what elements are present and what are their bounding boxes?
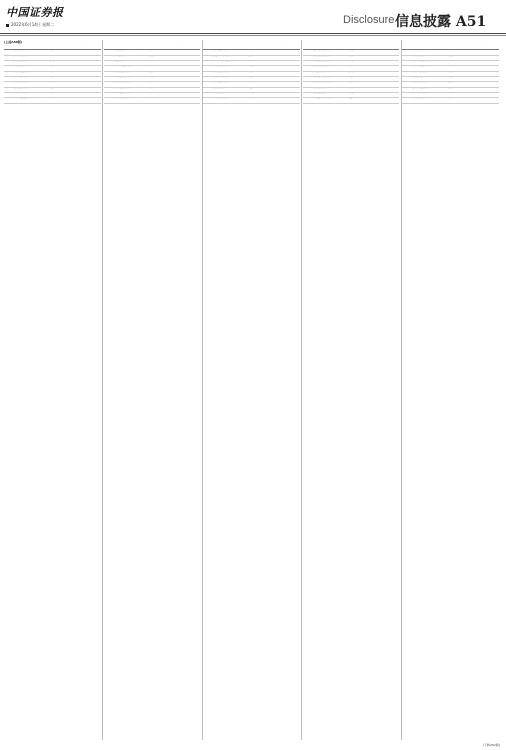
table-cell: 0.00 — [189, 82, 193, 84]
table-cell: 深康佳A — [148, 61, 155, 63]
table-cell: 德赛电池 — [348, 82, 354, 84]
table-column — [104, 40, 201, 740]
table-cell: 0.00 — [189, 66, 193, 68]
table-cell: 深圳市中洲投资控股股份有限公司 — [311, 61, 333, 63]
continued-note: (下转A52版) — [482, 743, 500, 747]
table-cell: 0.00 — [89, 82, 93, 84]
header-cell: 代码 — [402, 45, 406, 46]
header-cell: 代码 — [302, 45, 306, 46]
table-cell: 000026 — [103, 98, 109, 100]
table-cell: 0.00 — [488, 61, 492, 63]
table-cell: 0.00 — [388, 61, 392, 63]
table-cell: 000001 — [4, 50, 10, 52]
table-cell: 06-14 — [379, 82, 384, 84]
table-cell: 000039 — [302, 50, 309, 52]
table-cell: 000040 — [302, 55, 309, 57]
table-cell: 000045 — [302, 66, 309, 68]
newspaper-logo: 中国证券报 — [6, 6, 64, 19]
table-cell: 06-14 — [280, 93, 285, 95]
table-cell: 深圳南山热电股份有限公司 — [212, 98, 229, 100]
table-cell: 000050 — [302, 87, 309, 89]
table-cell: 华锦股份 — [447, 55, 454, 57]
table-cell: 000055 — [302, 93, 309, 95]
table-cell: 东旭蓝天 — [348, 55, 354, 57]
table-cell: 深圳华侨城股份有限公司 — [411, 98, 427, 100]
table-column — [402, 40, 499, 740]
section-title: 信息披露 A51 — [395, 14, 487, 30]
table-cell: 06-14 — [180, 50, 185, 52]
table-cell: 华联控股 — [248, 93, 255, 95]
table-cell: 06-14 — [280, 98, 285, 100]
table-cell: 深振业A — [49, 71, 55, 73]
table-cell: 000011 — [4, 98, 10, 100]
table-cell: 0.00 — [189, 71, 193, 73]
table-cell: 深中华A — [148, 66, 155, 68]
table-cell: 康佳集团股份有限公司 — [112, 61, 127, 63]
header-cell: 日期 — [180, 45, 184, 46]
table-cell: 000058 — [402, 50, 408, 52]
table-cell: 0.00 — [289, 55, 293, 57]
table-cell: 06-14 — [180, 82, 185, 84]
table-cell: 000006 — [4, 71, 10, 73]
table-cell: 深圳华强 — [447, 71, 454, 73]
table-cell: 富奥汽车零部件股份有限公司 — [212, 66, 231, 68]
table-cell: 06-14 — [280, 71, 285, 73]
table-cell: 06-14 — [80, 87, 86, 89]
table-cell: 中洲控股 — [348, 61, 354, 63]
table-cell: 深赛格 — [447, 50, 452, 52]
table-cell: 000017 — [103, 66, 109, 68]
columns-container — [4, 40, 502, 740]
header-cell: 简称 — [447, 45, 451, 46]
table-cell: 000030 — [203, 66, 209, 68]
table-cell: 000007 — [4, 77, 10, 79]
table-cell: 0.00 — [488, 77, 492, 79]
header-cell: 简称 — [248, 45, 252, 46]
table-cell: 中国长城 — [447, 87, 454, 89]
header-cell: 名称 — [411, 45, 415, 46]
table-cell: 06-14 — [280, 61, 285, 63]
table-cell: 06-14 — [80, 82, 86, 84]
table-cell: 0.00 — [388, 50, 392, 52]
table-cell: 深圳市纺织(集团)股份有限公司 — [311, 66, 331, 68]
table-cell: 06-14 — [379, 98, 384, 100]
table-cell: 万科企业股份有限公司 — [12, 55, 27, 57]
table-cell: 0.00 — [89, 98, 93, 100]
date-line — [6, 22, 54, 28]
table-cell: 000010 — [4, 93, 10, 95]
table-cell: 000027 — [203, 50, 209, 52]
table-cell: 000036 — [203, 93, 209, 95]
table-cell: 06-14 — [280, 50, 285, 52]
header-cell: 收益 — [289, 45, 292, 46]
table-cell: 06-14 — [379, 93, 384, 95]
header-cell: 收益 — [388, 45, 392, 46]
table-cell: 深圳市桑达实业股份有限公司 — [212, 77, 231, 79]
table-cell: 0.00 — [89, 66, 93, 68]
table-cell: 000061 — [402, 66, 408, 68]
table-cell: 深圳经济特区房地产集团股份有限公司 — [212, 61, 236, 63]
table-cell: 06-14 — [479, 61, 484, 63]
table-cell: 06-14 — [180, 98, 185, 100]
header-cell: 代码 — [203, 45, 206, 46]
table-cell: 0.00 — [289, 77, 293, 79]
table-cell: 深圳华强实业股份有限公司 — [411, 71, 428, 73]
table-cell: 华控赛格 — [447, 93, 454, 95]
table-cell: 0.00 — [289, 66, 293, 68]
table-cell: 万科A — [49, 55, 54, 57]
table-cell: 0.00 — [289, 71, 293, 73]
table-row — [402, 98, 499, 103]
table-cell: 06-14 — [180, 87, 185, 89]
table-cell: 深深房A — [248, 61, 254, 63]
table-cell: 06-14 — [180, 55, 185, 57]
table-cell: 中国天楹 — [248, 87, 255, 89]
table-cell: 深圳市中金岭南有色金属股份有限公司 — [411, 61, 435, 63]
table-cell: 0.00 — [89, 61, 93, 63]
table-row — [303, 98, 400, 103]
table-cell: 飞亚达 — [148, 98, 154, 100]
table-cell: 06-14 — [479, 66, 484, 68]
table-cell: 06-14 — [379, 71, 384, 73]
table-cell: 000004 — [4, 61, 10, 63]
table-cell: 000031 — [203, 71, 209, 73]
column-title: (上接A50版) — [4, 40, 23, 44]
header-cell: 代码 — [4, 45, 7, 46]
header-cell: 名称 — [212, 45, 215, 46]
table-cell: 0.00 — [89, 87, 93, 89]
date-text: 2022年6月14日 星期二 — [11, 22, 55, 27]
table-row — [203, 98, 300, 103]
table-cell: 中集集团 — [348, 50, 354, 52]
table-cell: 06-14 — [80, 98, 86, 100]
table-cell: 0.00 — [388, 93, 392, 95]
table-cell: 沙河股份 — [148, 55, 155, 57]
table-column — [4, 40, 101, 740]
square-bullet-icon — [6, 24, 9, 27]
table-cell: 0.00 — [189, 55, 193, 57]
table-cell: 06-14 — [280, 55, 285, 57]
header-cell: 名称 — [311, 45, 315, 46]
header-cell: 收益 — [488, 45, 492, 46]
table-cell: 000062 — [402, 71, 408, 73]
table-cell: 0.00 — [289, 61, 293, 63]
table-cell: 000012 — [103, 50, 109, 52]
header-rule — [0, 33, 506, 34]
table-cell: 0.00 — [189, 61, 193, 63]
table-cell: 06-14 — [80, 93, 86, 95]
table-cell: 中金岭南 — [447, 61, 454, 63]
table-cell: 0.00 — [89, 77, 93, 79]
table-cell: 华联控股股份有限公司 — [212, 93, 226, 95]
table-cell: 06-14 — [479, 77, 484, 79]
table-row — [104, 98, 201, 103]
table-cell: 深圳市德赛电池科技股份有限公司 — [311, 82, 333, 84]
table-cell: 06-14 — [180, 66, 185, 68]
table-cell: 神州数码 — [248, 82, 255, 84]
table-cell: 000005 — [4, 66, 10, 68]
table-cell: 0.00 — [89, 55, 93, 57]
table-cell: 000068 — [402, 93, 408, 95]
table-cell: 中国天楹股份有限公司 — [212, 87, 226, 89]
table-cell: 深华发A — [148, 77, 155, 79]
table-cell: 平安银行股份有限公司 — [12, 50, 27, 52]
table-cell: 0.00 — [488, 55, 492, 57]
table-cell: 06-14 — [479, 50, 484, 52]
table-cell: 06-14 — [479, 87, 484, 89]
table-cell: 深粮控股 — [148, 71, 155, 73]
table-cell: 0.00 — [89, 50, 93, 52]
table-cell: 深科技 — [148, 82, 154, 84]
header-cell: 收益 — [89, 45, 93, 46]
header-cell: 日期 — [280, 45, 283, 46]
table-cell: 大悦城 — [248, 71, 253, 73]
header-cell: 日期 — [479, 45, 483, 46]
table-cell: 0.00 — [488, 71, 492, 73]
table-cell: 0.00 — [289, 93, 293, 95]
table-cell: 000048 — [302, 77, 309, 79]
table-cell: 0.00 — [488, 50, 492, 52]
table-cell: 000023 — [103, 87, 109, 89]
table-cell: 06-14 — [379, 50, 384, 52]
table-cell: 深圳市京基智农时代股份有限公司 — [311, 77, 333, 79]
table-cell: 飞亚达精密科技股份有限公司 — [112, 98, 131, 100]
table-cell: 中国宝安集团股份有限公司 — [12, 87, 30, 89]
table-column — [303, 40, 400, 740]
table-cell: 0.00 — [388, 77, 392, 79]
table-cell: 0.00 — [189, 87, 193, 89]
table-cell: 深圳市皇庭国际企业股份有限公司 — [311, 98, 333, 100]
table-cell: 000046 — [302, 71, 309, 73]
table-cell: 000042 — [302, 61, 309, 63]
table-cell: 000002 — [4, 55, 10, 57]
table-cell: 国药一致 — [248, 55, 255, 57]
table-cell: 中兴通讯股份有限公司 — [411, 77, 426, 79]
table-cell: 000049 — [302, 82, 309, 84]
table-cell: 000021 — [103, 82, 109, 84]
table-cell: 0.00 — [189, 50, 193, 52]
table-column — [203, 40, 300, 740]
table-cell: 000035 — [203, 87, 209, 89]
table-cell: 深纺织A — [348, 66, 354, 68]
header-cell: 简称 — [49, 45, 53, 46]
table-cell: 神州高铁技术股份有限公司 — [12, 82, 30, 84]
table-cell: 06-14 — [80, 77, 86, 79]
table-cell: 000032 — [203, 77, 209, 79]
table-cell: 000020 — [103, 77, 109, 79]
table-cell: 000063 — [402, 77, 408, 79]
table-cell: 0.00 — [388, 87, 392, 89]
table-cell: 0.00 — [488, 82, 492, 84]
table-cell: 06-14 — [479, 71, 484, 73]
table-cell: 06-14 — [180, 61, 185, 63]
table-cell: 世纪星源股份有限公司 — [12, 66, 27, 68]
table-cell: 国华网安科技股份有限公司 — [12, 61, 30, 63]
table-cell: 000066 — [402, 87, 408, 89]
header-cell: 收益 — [189, 45, 193, 46]
table-cell: 中国长城科技集团股份有限公司 — [411, 87, 431, 89]
header-cell: 简称 — [348, 45, 351, 46]
table-cell: 0.00 — [289, 87, 293, 89]
table-cell: 神州数码集团股份有限公司 — [212, 82, 229, 84]
table-cell: 06-14 — [280, 82, 285, 84]
table-cell: 皇庭国际 — [348, 98, 354, 100]
table-cell: 06-14 — [379, 61, 384, 63]
table-cell: 深圳市全新好股份有限公司 — [12, 77, 30, 79]
table-cell: 深南电A — [248, 98, 254, 100]
table-cell: 06-14 — [280, 77, 285, 79]
table-cell: 000008 — [4, 82, 10, 84]
table-cell: 0.00 — [189, 98, 193, 100]
table-cell: 深圳中华自行车集团股份有限公司 — [112, 66, 134, 68]
table-cell: 中兴通讯 — [447, 77, 454, 79]
table-cell: 06-14 — [80, 66, 86, 68]
table-cell: 全新好 — [49, 77, 54, 79]
table-cell: 深圳市物业发展集团股份有限公司 — [12, 98, 34, 100]
table-cell: 神州高铁 — [49, 82, 55, 84]
table-cell: 深圳市天地集团股份有限公司 — [112, 87, 131, 89]
table-cell: 0.00 — [89, 93, 93, 95]
table-cell: 000037 — [203, 98, 209, 100]
table-cell: 000059 — [402, 55, 408, 57]
table-cell: 京基智农 — [348, 77, 354, 79]
table-cell: 深圳市深粮控股股份有限公司 — [112, 71, 131, 73]
table-cell: 泛海控股股份有限公司 — [311, 71, 326, 73]
table-cell: 特力A — [148, 93, 153, 95]
table-cell: 0.00 — [388, 55, 392, 57]
table-cell: 0.00 — [388, 98, 392, 100]
table-cell: 深天马A — [348, 87, 354, 89]
table-cell: 06-14 — [280, 66, 285, 68]
table-cell: 深圳能源 — [248, 50, 255, 52]
table-cell: 天马微电子股份有限公司 — [311, 87, 327, 89]
header-cell: 代码 — [103, 45, 107, 46]
table-cell: 0.00 — [289, 50, 293, 52]
table-cell: 000025 — [103, 93, 109, 95]
table-cell: 大悦城控股集团股份有限公司 — [212, 71, 231, 73]
header-cell: 日期 — [80, 45, 84, 46]
table-cell: 农产品 — [447, 66, 452, 68]
table-cell: 06-14 — [80, 55, 86, 57]
table-cell: 深圳市农产品集团股份有限公司 — [411, 66, 431, 68]
table-cell: 000016 — [103, 61, 109, 63]
table-cell: 0.00 — [488, 87, 492, 89]
table-cell: 06-14 — [180, 77, 185, 79]
table-cell: 000056 — [302, 98, 309, 100]
table-cell: 000065 — [402, 82, 408, 84]
table-cell: 深圳赛格股份有限公司 — [411, 50, 426, 52]
table-cell: 0.00 — [189, 77, 193, 79]
table-cell: 深天地A — [148, 87, 155, 89]
table-cell: 000034 — [203, 82, 209, 84]
table-cell: 南玻A — [148, 50, 153, 52]
table-cell: 平安银行 — [49, 50, 55, 52]
table-cell: 世纪星源 — [49, 66, 55, 68]
table-cell: 06-14 — [479, 55, 484, 57]
table-cell: 泛海控股 — [348, 71, 354, 73]
table-cell: 000014 — [103, 55, 109, 57]
table-cell: 06-14 — [180, 71, 185, 73]
table-cell: 0.00 — [89, 71, 93, 73]
table-cell: 06-14 — [379, 77, 384, 79]
header-rule-thin — [0, 35, 506, 36]
table-cell: 华锦化工股份有限公司 — [411, 55, 426, 57]
table-cell: 0.00 — [488, 66, 492, 68]
table-cell: 国药集团一致药业股份有限公司 — [212, 55, 232, 57]
table-cell: 0.00 — [388, 66, 392, 68]
table-cell: 深圳能源集团股份有限公司 — [212, 50, 229, 52]
table-cell: 0.00 — [189, 93, 193, 95]
table-cell: 深物业A — [49, 98, 55, 100]
table-cell: 北方国际合作股份有限公司 — [411, 82, 428, 84]
masthead — [0, 0, 506, 34]
table-cell: 富奥股份 — [248, 66, 255, 68]
disclosure-label: Disclosure — [343, 14, 395, 26]
table-cell: 06-14 — [479, 93, 484, 95]
table-cell: 0.00 — [488, 93, 492, 95]
table-cell: 000028 — [203, 55, 209, 57]
table-cell: 沙河实业股份有限公司 — [112, 55, 127, 57]
table-cell: 深圳华控赛格股份有限公司 — [411, 93, 428, 95]
table-cell: 美丽生态 — [49, 93, 55, 95]
table-row — [4, 98, 101, 103]
table-cell: 深圳长城开发科技股份有限公司 — [112, 82, 132, 84]
table-cell: 中国宝安 — [49, 87, 55, 89]
table-cell: 06-14 — [379, 66, 384, 68]
table-cell: 06-14 — [379, 87, 384, 89]
table-cell: 06-14 — [479, 98, 484, 100]
table-cell: 国华网安 — [49, 61, 55, 63]
table-cell: 深圳中恒华发股份有限公司 — [112, 77, 130, 79]
table-cell: 0.00 — [488, 98, 492, 100]
table-cell: 000069 — [402, 98, 408, 100]
table-cell: 深圳市特力集团股份有限公司 — [112, 93, 131, 95]
table-cell: 0.00 — [289, 82, 293, 84]
table-cell: 华侨城A — [447, 98, 453, 100]
table-cell: 06-14 — [180, 93, 185, 95]
table-cell: 06-14 — [80, 71, 86, 73]
table-cell: 06-14 — [479, 82, 484, 84]
table-cell: 中国国际海运集装箱股份有限公司 — [311, 50, 333, 52]
table-cell: 0.00 — [388, 71, 392, 73]
table-cell: 深桑达A — [248, 77, 254, 79]
table-cell: 东旭蓝天新能源股份有限公司 — [311, 55, 330, 57]
table-cell: 北方国际 — [447, 82, 454, 84]
table-cell: 0.00 — [289, 98, 293, 100]
table-cell: 06-14 — [280, 87, 285, 89]
table-cell: 0.00 — [388, 82, 392, 84]
table-cell: 06-14 — [80, 50, 86, 52]
table-cell: 000009 — [4, 87, 10, 89]
table-cell: 06-14 — [80, 61, 86, 63]
table-cell: 06-14 — [379, 55, 384, 57]
table-cell: 000029 — [203, 61, 209, 63]
table-cell: 方大集团 — [348, 93, 354, 95]
table-cell: 000060 — [402, 61, 408, 63]
header-cell: 简称 — [148, 45, 152, 46]
header-cell: 日期 — [379, 45, 383, 46]
header-cell: 名称 — [12, 45, 16, 46]
table-cell: 深圳美丽生态股份有限公司 — [12, 93, 30, 95]
table-cell: 000019 — [103, 71, 109, 73]
table-cell: 中国南玻集团股份有限公司 — [112, 50, 130, 52]
table-cell: 中国方大集团股份有限公司 — [311, 93, 329, 95]
table-cell: 深圳市振业集团股份有限公司 — [12, 71, 31, 73]
header-cell: 名称 — [112, 45, 116, 46]
